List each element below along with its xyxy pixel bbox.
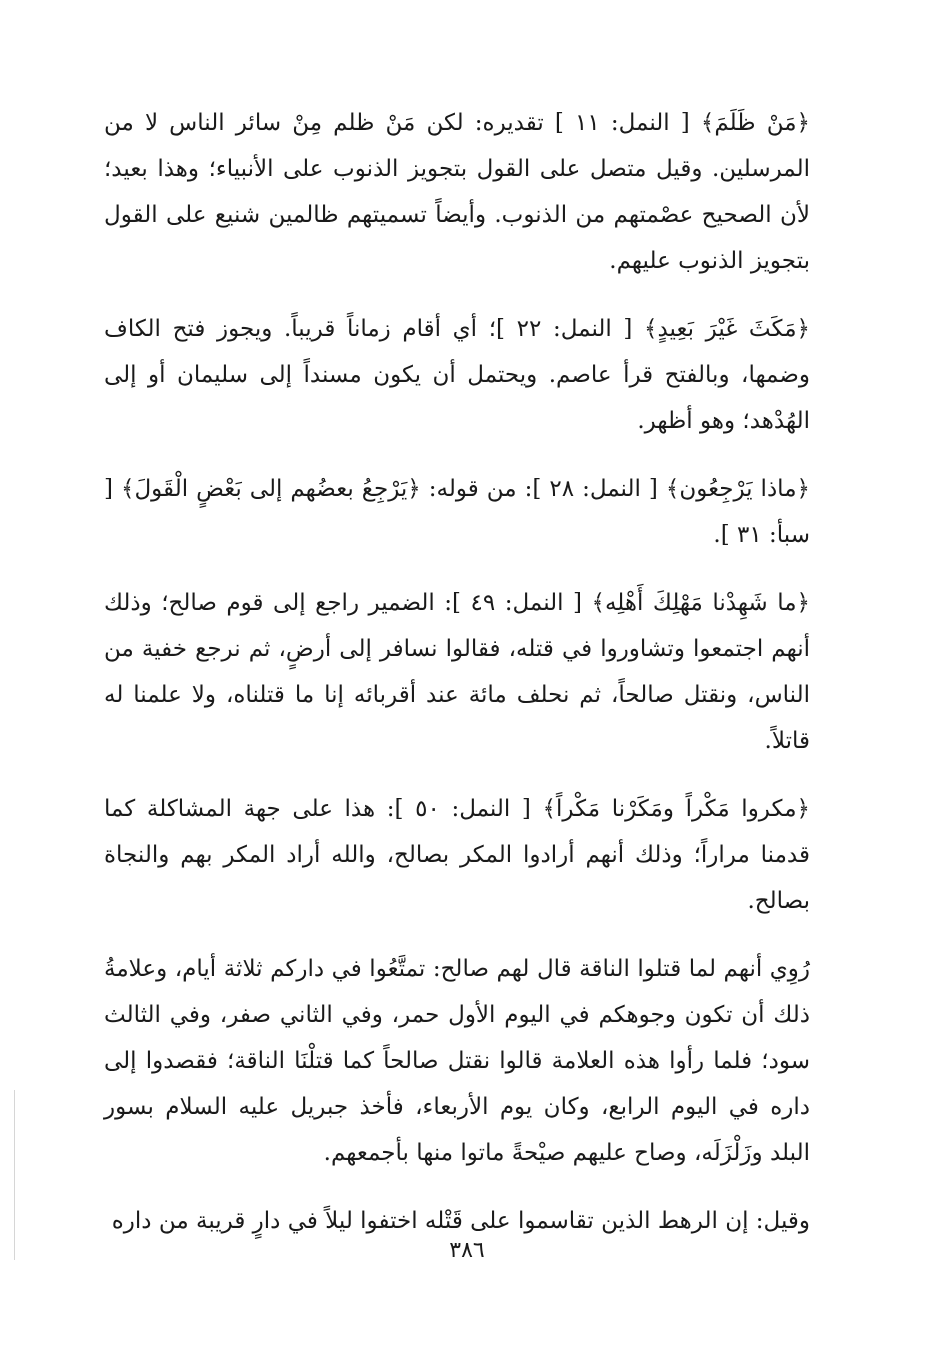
- scan-margin-line: [14, 1090, 15, 1260]
- paragraph-3: ﴿ماذا يَرْجِعُون﴾ [ النمل: ٢٨ ]: من قوله: ﴿يَرْجِعُ بعضُهم إلى بَعْضٍ الْقَولَ﴾ [ سبأ: ٣١ ].: [104, 476, 810, 548]
- paragraph-2: ﴿مَكَثَ غَيْرَ بَعِيدٍ﴾ [ النمل: ٢٢ ]؛ أي أقام زماناً قريباً. ويجوز فتح الكاف وضمها، وبالفتح قرأ عاصم. ويحتمل أن يكون مسنداً إلى سليمان أو إلى الهُدْهد؛ وهو أظهر.: [104, 316, 811, 434]
- paragraph-7: وقيل: إن الرهط الذين تقاسموا على قَتْله اختفوا ليلاً في دارٍ قريبة من داره: [111, 1208, 810, 1234]
- paragraph-4: ﴿ما شَهِدْنا مَهْلِكَ أَهْلِه﴾ [ النمل: ٤٩ ]: الضمير راجع إلى قوم صالح؛ وذلك أنهم اجتمعوا وتشاوروا في قتله، فقالوا نسافر إلى أرضٍ، ثم نرجع خفية من الناس، ونقتل صالحاً، ثم نحلف مائة عند أقربائه إنا ما قتلناه، ولا علمنا له قاتلاً.: [104, 590, 810, 754]
- text-body: [104, 100, 810, 1244]
- page-number: ٣٨٦: [449, 1238, 485, 1263]
- paragraph-5: ﴿مكروا مَكْراً ومَكَرْنا مَكْراً﴾ [ النمل: ٥٠ ]: هذا على جهة المشاكلة كما قدمنا مراراً؛ وذلك أنهم أرادوا المكر بصالح، والله أراد المكر بهم والنجاة بصالح.: [104, 796, 810, 914]
- paragraph-6: رُوِي أنهم لما قتلوا الناقة قال لهم صالح: تمتَّعُوا في داركم ثلاثة أيام، وعلامةُ ذلك أن تكون وجوهكم في اليوم الأول حمر، وفي الثاني صفر، وفي الثالث سود؛ فلما رأوا هذه العلامة قالوا نقتل صالحاً كما قتلْنَا الناقة؛ فقصدوا إلى داره في اليوم الرابع، وكان يوم الأربعاء، فأخذ جبريل عليه السلام بسور البلد وزَلْزَلَه، وصاح عليهم صيْحةً ماتوا منها بأجمعهم.: [104, 956, 810, 1166]
- paragraph-1: ﴿مَنْ ظَلَمَ﴾ [ النمل: ١١ ] تقديره: لكن مَنْ ظلم مِنْ سائر الناس لا من المرسلين. وقيل متصل على القول بتجويز الذنوب على الأنبياء؛ وهذا بعيد؛ لأن الصحيح عصْمتهم من الذنوب. وأيضاً تسميتهم ظالمين شنيع على القول بتجويز الذنوب عليهم.: [104, 110, 810, 274]
